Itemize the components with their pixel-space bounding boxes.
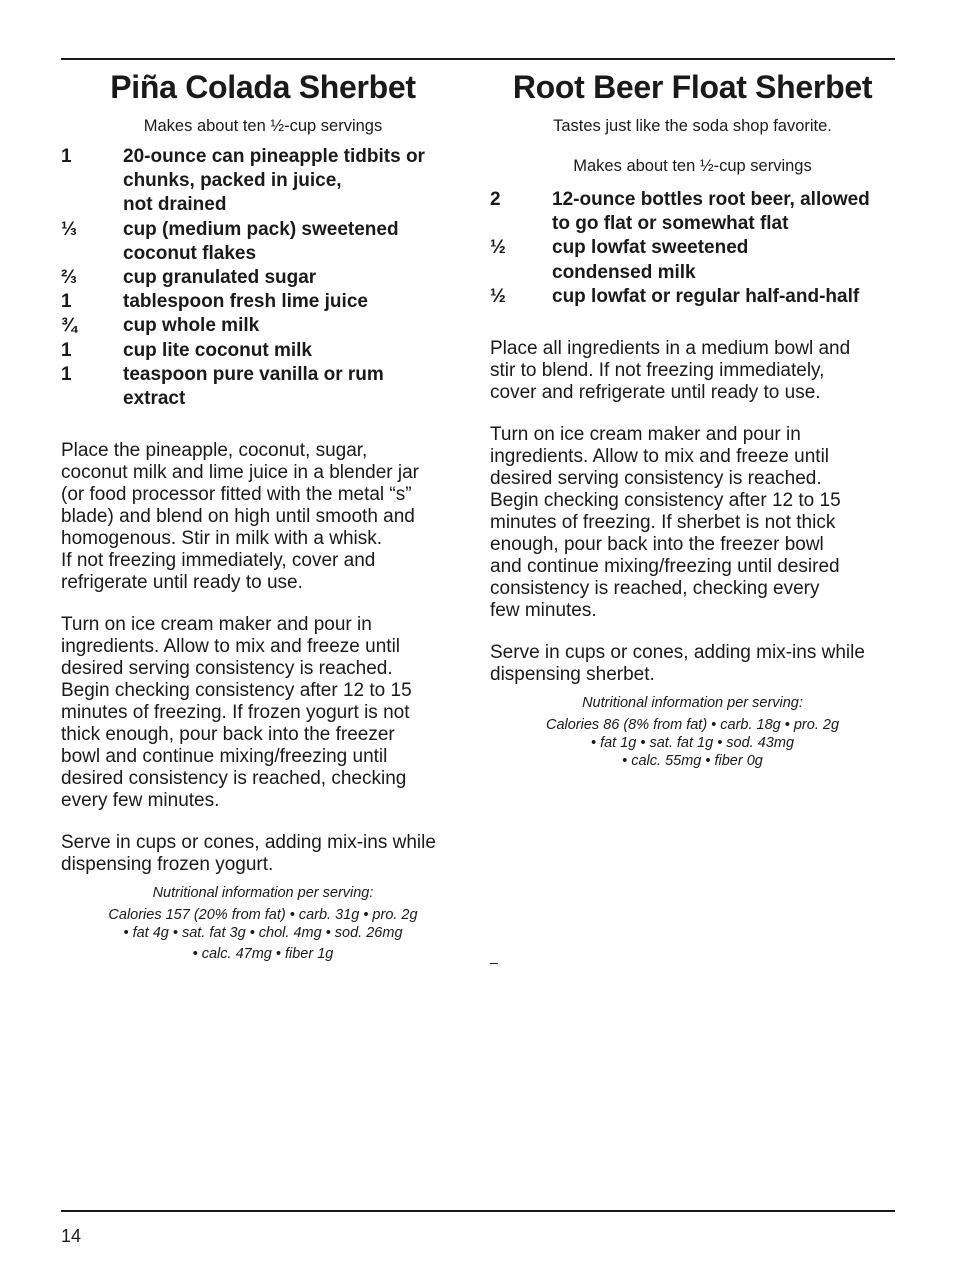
ingredient-line: cup lowfat or regular half-and-half xyxy=(552,285,860,307)
ingredient-line: cup lite coconut milk xyxy=(123,339,312,361)
ingredient-item xyxy=(61,363,465,411)
ingredient-item xyxy=(490,285,895,309)
paragraph-line: Begin checking consistency after 12 to 15 xyxy=(490,490,841,512)
paragraph-line: desired serving consistency is reached. xyxy=(490,468,822,490)
ingredient-desc xyxy=(552,285,895,309)
paragraph-line: If not freezing immediately, cover and xyxy=(61,550,376,572)
page-number: 14 xyxy=(61,1226,82,1246)
nutrition-line: Calories 86 (8% from fat) • carb. 18g • pro. 2g xyxy=(545,717,840,734)
servings-note: Makes about ten ½-cup servings xyxy=(573,157,812,175)
ingredient-line: to go flat or somewhat flat xyxy=(552,213,789,235)
ingredient-line: 20-ounce can pineapple tidbits or xyxy=(123,146,425,167)
ingredient-desc xyxy=(123,218,465,266)
paragraph-line: stir to blend. If not freezing immediately, xyxy=(490,360,825,382)
paragraph-line: Serve in cups or cones, adding mix-ins while xyxy=(490,642,865,664)
instruction-paragraph xyxy=(490,424,895,622)
instruction-paragraph xyxy=(61,832,465,876)
ingredient-desc xyxy=(123,290,465,314)
ingredient-desc xyxy=(123,339,465,363)
ingredient-qty: ¾ xyxy=(61,315,77,337)
paragraph-line: Place all ingredients in a medium bowl and xyxy=(490,338,851,360)
nutrition-line: • fat 1g • sat. fat 1g • sod. 43mg xyxy=(590,735,795,752)
paragraph-line: blade) and blend on high until smooth and xyxy=(61,506,415,528)
paragraph-line: dispensing sherbet. xyxy=(490,664,655,686)
recipe-tagline: Tastes just like the soda shop favorite. xyxy=(553,117,832,135)
ingredient-desc xyxy=(123,266,465,290)
ingredient-item xyxy=(61,266,465,290)
recipe-title: Piña Colada Sherbet xyxy=(110,69,416,105)
nutrition-info xyxy=(61,884,465,963)
ingredient-qty: ½ xyxy=(490,237,506,259)
paragraph-line: (or food processor fitted with the metal “s” xyxy=(61,484,412,506)
paragraph-line: Begin checking consistency after 12 to 15 xyxy=(61,680,412,702)
paragraph-line: Turn on ice cream maker and pour in xyxy=(61,614,372,636)
ingredient-item xyxy=(61,339,465,363)
ingredient-qty: ½ xyxy=(490,285,506,307)
ingredient-line: teaspoon pure vanilla or rum xyxy=(123,363,384,385)
paragraph-line: ingredients. Allow to mix and freeze until xyxy=(61,636,401,658)
ingredient-line: cup granulated sugar xyxy=(123,267,317,289)
paragraph-line: few minutes. xyxy=(490,600,597,622)
ingredient-line: cup (medium pack) sweetened xyxy=(123,218,399,240)
stray-dash-mark xyxy=(490,963,498,964)
paragraph-line: coconut milk and lime juice in a blender jar xyxy=(61,462,420,484)
ingredient-line: coconut flakes xyxy=(123,242,257,264)
ingredient-desc xyxy=(552,236,895,284)
ingredient-item xyxy=(61,218,465,266)
ingredient-item xyxy=(490,188,895,236)
ingredient-item xyxy=(61,290,465,314)
instruction-paragraph xyxy=(61,440,465,594)
paragraph-line: bowl and continue mixing/freezing until xyxy=(61,746,388,768)
paragraph-line: desired serving consistency is reached. xyxy=(61,658,393,680)
paragraph-line: minutes of freezing. If frozen yogurt is not xyxy=(61,702,410,724)
ingredient-list xyxy=(61,145,465,411)
nutrition-info xyxy=(490,694,895,770)
ingredient-qty: ⅓ xyxy=(61,218,77,240)
ingredient-line: cup whole milk xyxy=(123,315,260,337)
ingredient-item xyxy=(61,145,465,218)
ingredient-item xyxy=(490,236,895,284)
ingredient-desc xyxy=(552,188,895,236)
instruction-paragraph xyxy=(61,614,465,812)
ingredient-desc xyxy=(123,363,465,411)
paragraph-line: minutes of freezing. If sherbet is not thick xyxy=(490,512,836,534)
ingredient-line: cup lowfat sweetened xyxy=(552,237,749,259)
paragraph-line: refrigerate until ready to use. xyxy=(61,572,303,594)
ingredient-qty: 1 xyxy=(61,146,72,167)
nutrition-line: • calc. 47mg • fiber 1g xyxy=(192,946,334,963)
paragraph-line: Turn on ice cream maker and pour in xyxy=(490,424,801,446)
instruction-paragraph xyxy=(490,642,895,686)
ingredient-qty: 1 xyxy=(61,339,72,361)
ingredient-line: not drained xyxy=(123,194,227,216)
servings-note: Makes about ten ½-cup servings xyxy=(143,117,383,135)
pina-colada-recipe xyxy=(61,66,465,963)
ingredient-qty: 1 xyxy=(61,363,72,385)
paragraph-line: enough, pour back into the freezer bowl xyxy=(490,534,824,556)
ingredient-list xyxy=(490,188,895,309)
ingredient-line: condensed milk xyxy=(552,261,696,283)
paragraph-line: ingredients. Allow to mix and freeze until xyxy=(490,446,830,468)
nutrition-line: • fat 4g • sat. fat 3g • chol. 4mg • sod. 26mg xyxy=(123,925,403,942)
recipe-title: Root Beer Float Sherbet xyxy=(512,69,873,105)
paragraph-line: thick enough, pour back into the freezer xyxy=(61,724,395,746)
ingredient-line: extract xyxy=(123,388,186,410)
root-beer-float-recipe xyxy=(490,66,895,770)
paragraph-line: every few minutes. xyxy=(61,790,220,812)
ingredient-line: tablespoon fresh lime juice xyxy=(123,291,368,313)
nutrition-line: Calories 157 (20% from fat) • carb. 31g • pro. 2g xyxy=(108,907,418,924)
ingredient-desc xyxy=(123,145,465,218)
paragraph-line: and continue mixing/freezing until desired xyxy=(490,556,840,578)
ingredient-desc xyxy=(123,314,465,338)
paragraph-line: consistency is reached, checking every xyxy=(490,578,820,600)
instruction-paragraph xyxy=(490,338,895,404)
ingredient-item xyxy=(61,314,465,338)
ingredient-line: chunks, packed in juice, xyxy=(123,170,342,192)
ingredient-qty: 2 xyxy=(490,189,501,210)
top-rule xyxy=(61,58,895,60)
ingredient-qty: 1 xyxy=(61,291,72,313)
paragraph-line: desired consistency is reached, checking xyxy=(61,768,407,790)
bottom-rule xyxy=(61,1210,895,1212)
nutrition-heading: Nutritional information per serving: xyxy=(582,695,803,712)
paragraph-line: Place the pineapple, coconut, sugar, xyxy=(61,440,368,462)
ingredient-line: 12-ounce bottles root beer, allowed xyxy=(552,189,870,210)
nutrition-heading: Nutritional information per serving: xyxy=(152,885,374,902)
paragraph-line: homogenous. Stir in milk with a whisk. xyxy=(61,528,383,550)
ingredient-qty: ⅔ xyxy=(61,267,77,289)
paragraph-line: cover and refrigerate until ready to use. xyxy=(490,382,821,404)
paragraph-line: Serve in cups or cones, adding mix-ins while xyxy=(61,832,436,854)
nutrition-line: • calc. 55mg • fiber 0g xyxy=(622,753,763,770)
paragraph-line: dispensing frozen yogurt. xyxy=(61,854,274,876)
